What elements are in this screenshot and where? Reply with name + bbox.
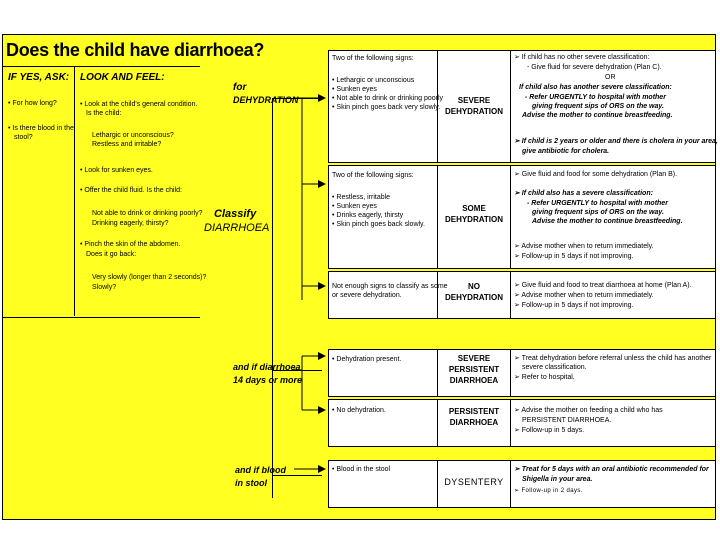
treatment-text: ➢ If child also has a severe classification: <box>514 190 653 197</box>
treatment-text: PERSISTENT DIARRHOEA. <box>522 417 612 424</box>
classification-label: DYSENTERY <box>444 477 504 487</box>
for-dehydration-label-sub: DEHYDRATION <box>233 95 299 105</box>
look-line: Restless and irritable? <box>92 141 162 148</box>
treatment-text: ➢ Advise mother when to return immediately. <box>514 243 654 250</box>
look-line: Slowly? <box>92 284 117 291</box>
classification-label: PERSISTENT <box>448 365 500 374</box>
treatment-text: giving frequent sips of ORS on the way. <box>532 103 664 110</box>
treatment-text: give antibiotic for cholera. <box>522 148 610 155</box>
treatment-text: If child also has another severe classification: <box>519 84 672 91</box>
treatment-text: - Give fluid for severe dehydration (Plan C). <box>527 64 662 71</box>
look-line: • Look at the child's general condition. <box>80 101 198 108</box>
look-line: Is the child: <box>86 110 122 117</box>
classification-label: SEVERE <box>457 96 491 105</box>
treatment-text: ➢ Treat for 5 days with an oral antibiotic recommended for <box>514 466 709 473</box>
look-line: Not able to drink or drinking poorly? <box>92 210 203 217</box>
classify-label-sub: DIARRHOEA <box>204 222 270 234</box>
sign-text: or severe dehydration. <box>332 292 402 299</box>
sign-text: • Not able to drink or drinking poorly <box>332 95 444 102</box>
classification-label: SEVERE <box>457 354 491 363</box>
classification-label: NO <box>468 282 480 291</box>
treatment-text: - Refer URGENTLY to hospital with mother <box>527 200 668 207</box>
sign-text: • No dehydration. <box>332 407 386 414</box>
treatment-text: ➢ Give fluid and food for some dehydration (Plan B). <box>514 171 678 178</box>
blood-label: and if blood <box>235 465 286 475</box>
sign-text: • Restless, irritable <box>332 194 391 201</box>
bracket-vertical <box>272 98 273 498</box>
sign-text: • Dehydration present. <box>332 356 402 363</box>
look-line: Does it go back: <box>86 251 137 258</box>
treatment-text: ➢ Follow-up in 5 days if not improving. <box>514 253 634 260</box>
treatment-text: Advise the mother to continue breastfeeding. <box>522 112 673 119</box>
treatment-text: ➢ Follow-up in 5 days if not improving. <box>514 302 634 309</box>
for-dehydration-label: for <box>233 82 247 93</box>
panel-divider <box>74 66 75 316</box>
treatment-text: giving frequent sips of ORS on the way. <box>532 209 664 216</box>
sign-text: Not enough signs to classify as some <box>332 283 448 290</box>
sign-text: • Skin pinch goes back slowly. <box>332 221 425 228</box>
treatment-text: ➢ Follow-up in 2 days. <box>514 488 583 494</box>
blood-label-sub: in stool <box>235 478 267 488</box>
look-line: • Look for sunken eyes. <box>80 167 153 174</box>
classification-label: DEHYDRATION <box>444 215 504 224</box>
treatment-text: ➢ Treat dehydration before referral unless the child has another <box>514 355 712 362</box>
sign-text: Two of the following signs: <box>332 55 414 62</box>
persistent-label: and if diarrhoea <box>233 362 301 372</box>
treatment-text: Advise the mother to continue breastfeeding. <box>532 218 683 225</box>
classification-label: SOME <box>462 204 486 213</box>
arrow-icon <box>294 463 328 475</box>
sign-text: • Blood in the stool <box>332 466 391 473</box>
sign-text: • Sunken eyes <box>332 203 377 210</box>
look-line: Lethargic or unconscious? <box>92 132 174 139</box>
classification-label: DEHYDRATION <box>444 107 504 116</box>
classification-label: DIARRHOEA <box>449 418 499 427</box>
treatment-text: ➢ Give fluid and food to treat diarrhoea at home (Plan A). <box>514 282 692 289</box>
treatment-text: severe classification. <box>522 364 587 371</box>
bracket-line <box>272 475 322 476</box>
ask-item: stool? <box>14 134 33 141</box>
look-line: • Pinch the skin of the abdomen. <box>80 241 181 248</box>
treatment-text: Shigella in your area. <box>522 476 593 483</box>
treatment-text: ➢ Follow-up in 5 days. <box>514 427 585 434</box>
classification-label: PERSISTENT <box>448 407 500 416</box>
sign-text: • Lethargic or unconscious <box>332 77 415 84</box>
look-line: Very slowly (longer than 2 seconds)? <box>92 274 207 281</box>
look-line: Drinking eagerly, thirsty? <box>92 220 169 227</box>
ask-item: • Is there blood in the <box>8 125 74 132</box>
classify-label: Classify <box>214 208 257 220</box>
treatment-text: OR <box>605 74 616 81</box>
treatment-text: - Refer URGENTLY to hospital with mother <box>525 94 666 101</box>
treatment-text: ➢ Refer to hospital. <box>514 374 575 381</box>
ask-item: • For how long? <box>8 100 57 107</box>
look-header: LOOK AND FEEL: <box>80 72 165 83</box>
classification-label: DIARRHOEA <box>449 376 499 385</box>
treatment-text: ➢ If child is 2 years or older and there is cholera in your area, <box>514 138 718 145</box>
sign-text: • Skin pinch goes back very slowly. <box>332 104 441 111</box>
ask-header: IF YES, ASK: <box>8 72 70 83</box>
arrow-icon <box>294 94 328 304</box>
sign-text: • Sunken eyes <box>332 86 377 93</box>
treatment-text: ➢ If child has no other severe classification: <box>514 54 650 61</box>
treatment-text: ➢ Advise mother when to return immediately. <box>514 292 654 299</box>
classification-label: DEHYDRATION <box>444 293 504 302</box>
look-line: • Offer the child fluid. Is the child: <box>80 187 182 194</box>
sign-text: • Drinks eagerly, thirsty <box>332 212 404 219</box>
page-title: Does the child have diarrhoea? <box>6 40 265 60</box>
sign-text: Two of the following signs: <box>332 172 414 179</box>
persistent-label-sub: 14 days or more <box>233 375 303 385</box>
treatment-text: ➢ Advise the mother on feeding a child who has <box>514 407 663 414</box>
